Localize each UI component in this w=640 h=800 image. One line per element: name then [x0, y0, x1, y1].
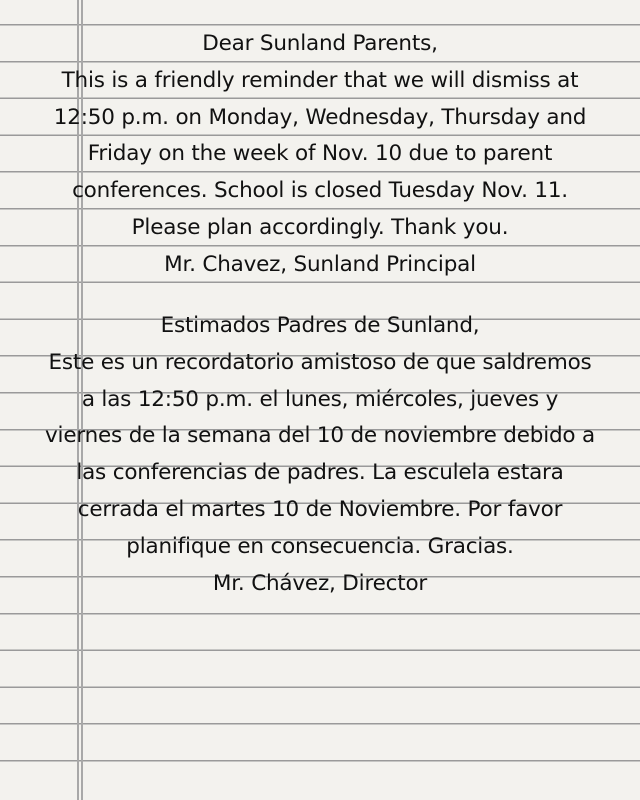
english-body-line-5: Please plan accordingly. Thank you. — [131, 214, 509, 240]
spanish-notice — [0, 308, 640, 602]
english-body-line-1: This is a friendly reminder that we will dismiss at — [61, 67, 579, 93]
english-body-line-3: Friday on the week of Nov. 10 due to parent — [87, 141, 553, 167]
english-greeting: Dear Sunland Parents, — [202, 31, 438, 56]
spanish-body-line-5: cerrada el martes 10 de Noviembre. Por favor — [77, 496, 563, 522]
spanish-body-line-1: Este es un recordatorio amistoso de que saldremos — [48, 349, 592, 375]
english-body-line-2: 12:50 p.m. on Monday, Wednesday, Thursday and — [53, 104, 587, 130]
spanish-signature: Mr. Chávez, Director — [212, 570, 428, 596]
english-signature: Mr. Chavez, Sunland Principal — [164, 251, 476, 277]
spanish-body-line-4: las conferencias de padres. La esculela estara — [76, 460, 564, 486]
spanish-body-line-6: planifique en consecuencia. Gracias. — [126, 533, 514, 559]
spanish-greeting: Estimados Padres de Sunland, — [160, 313, 480, 338]
english-notice — [0, 26, 640, 284]
spanish-body-line-2: a las 12:50 p.m. el lunes, miércoles, jueves y — [81, 386, 559, 412]
spanish-body-line-3: viernes de la semana del 10 de noviembre debido a — [45, 423, 595, 449]
english-body-line-4: conferences. School is closed Tuesday Nov. 11. — [72, 178, 568, 204]
